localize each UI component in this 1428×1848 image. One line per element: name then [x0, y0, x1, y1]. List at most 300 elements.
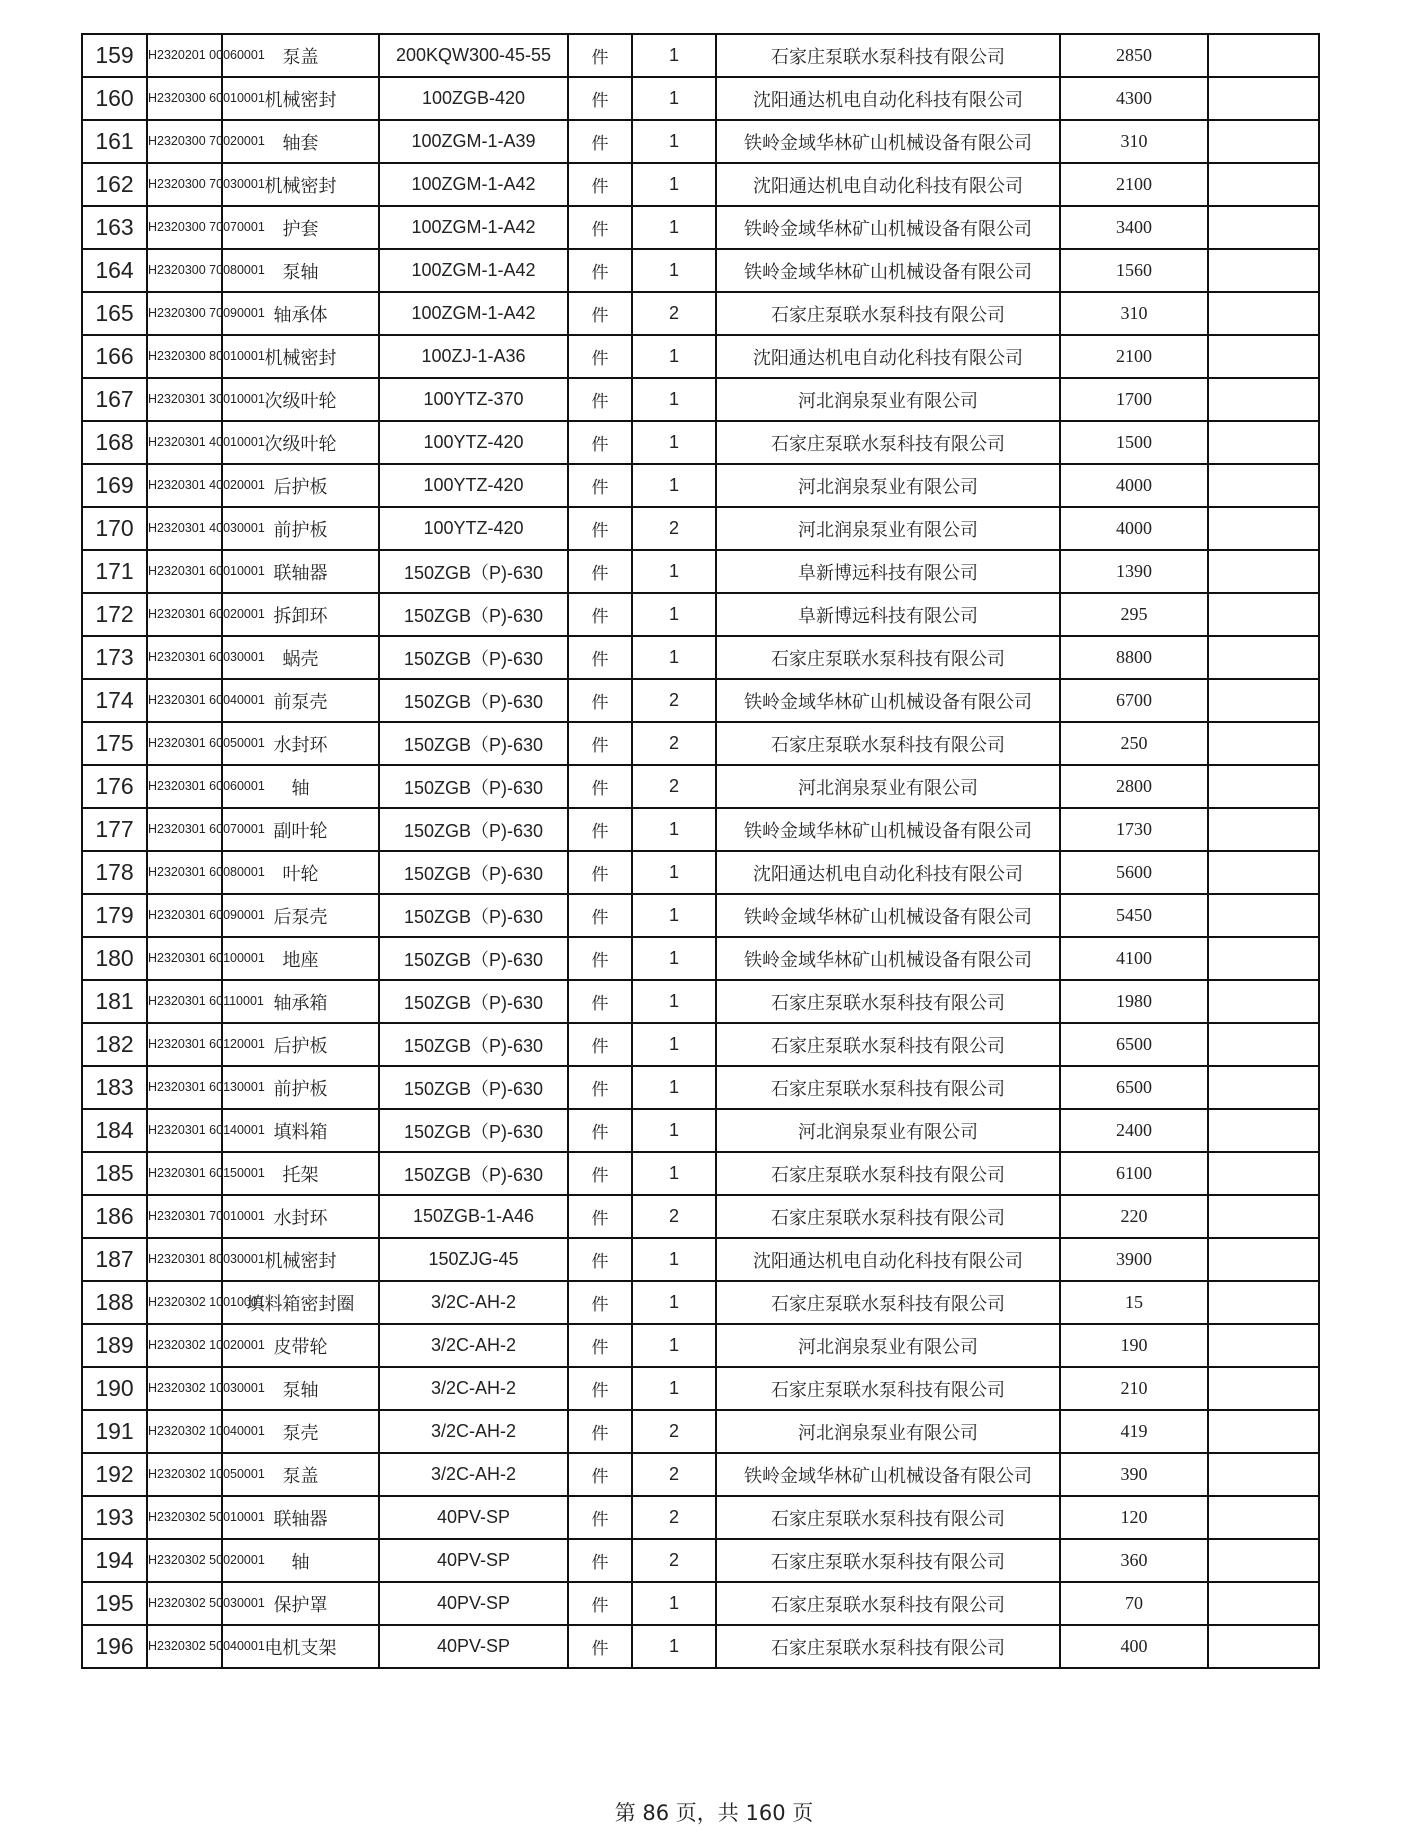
row-number-cell: 176	[82, 765, 147, 808]
supplier-name-cell: 铁岭金域华林矿山机械设备有限公司	[716, 120, 1060, 163]
material-code-cell: H2320300 60010001	[147, 77, 222, 120]
part-name-cell: 前护板	[222, 1066, 379, 1109]
remark-cell	[1208, 1109, 1319, 1152]
row-number-cell: 173	[82, 636, 147, 679]
model-spec-cell: 150ZGB（P)-630	[379, 980, 568, 1023]
price-cell: 120	[1060, 1496, 1208, 1539]
table-row	[82, 1195, 1319, 1238]
remark-cell	[1208, 1066, 1319, 1109]
unit-cell: 件	[568, 77, 632, 120]
unit-cell: 件	[568, 550, 632, 593]
price-cell: 310	[1060, 292, 1208, 335]
table-row	[82, 937, 1319, 980]
model-spec-cell: 40PV-SP	[379, 1582, 568, 1625]
table-row	[82, 593, 1319, 636]
model-spec-cell: 100ZGM-1-A39	[379, 120, 568, 163]
quantity-cell: 1	[632, 1582, 716, 1625]
remark-cell	[1208, 378, 1319, 421]
supplier-name-cell: 石家庄泵联水泵科技有限公司	[716, 1496, 1060, 1539]
table-row	[82, 1023, 1319, 1066]
price-cell: 250	[1060, 722, 1208, 765]
table-row	[82, 1539, 1319, 1582]
quantity-cell: 1	[632, 851, 716, 894]
price-cell: 390	[1060, 1453, 1208, 1496]
row-number-cell: 168	[82, 421, 147, 464]
price-cell: 310	[1060, 120, 1208, 163]
price-cell: 4300	[1060, 77, 1208, 120]
part-name-cell: 皮带轮	[222, 1324, 379, 1367]
row-number-cell: 174	[82, 679, 147, 722]
unit-cell: 件	[568, 722, 632, 765]
supplier-name-cell: 石家庄泵联水泵科技有限公司	[716, 1281, 1060, 1324]
quantity-cell: 2	[632, 722, 716, 765]
quantity-cell: 1	[632, 249, 716, 292]
part-name-cell: 机械密封	[222, 335, 379, 378]
unit-cell: 件	[568, 1625, 632, 1668]
quantity-cell: 2	[632, 1195, 716, 1238]
remark-cell	[1208, 550, 1319, 593]
unit-cell: 件	[568, 593, 632, 636]
material-code-cell: H2320300 70030001	[147, 163, 222, 206]
part-name-cell: 护套	[222, 206, 379, 249]
row-number-cell: 184	[82, 1109, 147, 1152]
part-name-cell: 拆卸环	[222, 593, 379, 636]
supplier-name-cell: 河北润泉泵业有限公司	[716, 507, 1060, 550]
table-row	[82, 421, 1319, 464]
row-number-cell: 170	[82, 507, 147, 550]
model-spec-cell: 150ZGB（P)-630	[379, 765, 568, 808]
part-name-cell: 轴	[222, 765, 379, 808]
part-name-cell: 叶轮	[222, 851, 379, 894]
part-name-cell: 机械密封	[222, 77, 379, 120]
price-cell: 1560	[1060, 249, 1208, 292]
supplier-name-cell: 阜新博远科技有限公司	[716, 593, 1060, 636]
remark-cell	[1208, 120, 1319, 163]
remark-cell	[1208, 636, 1319, 679]
material-code-cell: H2320300 70090001	[147, 292, 222, 335]
material-code-cell: H2320301 60090001	[147, 894, 222, 937]
quantity-cell: 1	[632, 593, 716, 636]
supplier-name-cell: 石家庄泵联水泵科技有限公司	[716, 636, 1060, 679]
table-row	[82, 722, 1319, 765]
remark-cell	[1208, 1367, 1319, 1410]
row-number-cell: 190	[82, 1367, 147, 1410]
table-row	[82, 378, 1319, 421]
part-name-cell: 泵轴	[222, 249, 379, 292]
unit-cell: 件	[568, 1023, 632, 1066]
part-name-cell: 前泵壳	[222, 679, 379, 722]
material-code-cell: H2320301 80030001	[147, 1238, 222, 1281]
material-code-cell: H2320301 60140001	[147, 1109, 222, 1152]
quantity-cell: 1	[632, 550, 716, 593]
part-name-cell: 泵盖	[222, 34, 379, 77]
material-code-cell: H2320302 10040001	[147, 1410, 222, 1453]
unit-cell: 件	[568, 1281, 632, 1324]
row-number-cell: 187	[82, 1238, 147, 1281]
quantity-cell: 1	[632, 1109, 716, 1152]
quantity-cell: 1	[632, 378, 716, 421]
table-row	[82, 1496, 1319, 1539]
table-row	[82, 980, 1319, 1023]
supplier-name-cell: 铁岭金域华林矿山机械设备有限公司	[716, 808, 1060, 851]
remark-cell	[1208, 249, 1319, 292]
supplier-name-cell: 石家庄泵联水泵科技有限公司	[716, 1367, 1060, 1410]
remark-cell	[1208, 765, 1319, 808]
remark-cell	[1208, 679, 1319, 722]
row-number-cell: 196	[82, 1625, 147, 1668]
table-row	[82, 77, 1319, 120]
table-row	[82, 120, 1319, 163]
row-number-cell: 171	[82, 550, 147, 593]
part-name-cell: 前护板	[222, 507, 379, 550]
part-name-cell: 联轴器	[222, 1496, 379, 1539]
quantity-cell: 1	[632, 1023, 716, 1066]
material-code-cell: H2320301 60120001	[147, 1023, 222, 1066]
part-name-cell: 填料箱	[222, 1109, 379, 1152]
supplier-name-cell: 沈阳通达机电自动化科技有限公司	[716, 77, 1060, 120]
supplier-name-cell: 石家庄泵联水泵科技有限公司	[716, 1066, 1060, 1109]
supplier-name-cell: 铁岭金域华林矿山机械设备有限公司	[716, 249, 1060, 292]
remark-cell	[1208, 1195, 1319, 1238]
model-spec-cell: 150ZGB（P)-630	[379, 722, 568, 765]
quantity-cell: 1	[632, 1367, 716, 1410]
model-spec-cell: 100ZGM-1-A42	[379, 249, 568, 292]
model-spec-cell: 100YTZ-420	[379, 464, 568, 507]
row-number-cell: 179	[82, 894, 147, 937]
table-row	[82, 851, 1319, 894]
material-code-cell: H2320301 60010001	[147, 550, 222, 593]
material-code-cell: H2320302 10050001	[147, 1453, 222, 1496]
model-spec-cell: 150ZGB（P)-630	[379, 593, 568, 636]
price-cell: 70	[1060, 1582, 1208, 1625]
table-row	[82, 636, 1319, 679]
quantity-cell: 1	[632, 636, 716, 679]
model-spec-cell: 150ZGB（P)-630	[379, 1152, 568, 1195]
unit-cell: 件	[568, 206, 632, 249]
model-spec-cell: 3/2C-AH-2	[379, 1281, 568, 1324]
material-code-cell: H2320302 50020001	[147, 1539, 222, 1582]
price-cell: 15	[1060, 1281, 1208, 1324]
price-cell: 4100	[1060, 937, 1208, 980]
part-name-cell: 泵壳	[222, 1410, 379, 1453]
quantity-cell: 1	[632, 163, 716, 206]
price-cell: 5450	[1060, 894, 1208, 937]
unit-cell: 件	[568, 1582, 632, 1625]
quantity-cell: 2	[632, 292, 716, 335]
quantity-cell: 2	[632, 1410, 716, 1453]
unit-cell: 件	[568, 249, 632, 292]
model-spec-cell: 100ZGM-1-A42	[379, 206, 568, 249]
supplier-name-cell: 河北润泉泵业有限公司	[716, 1324, 1060, 1367]
row-number-cell: 178	[82, 851, 147, 894]
row-number-cell: 172	[82, 593, 147, 636]
price-cell: 2850	[1060, 34, 1208, 77]
part-name-cell: 轴套	[222, 120, 379, 163]
model-spec-cell: 3/2C-AH-2	[379, 1410, 568, 1453]
remark-cell	[1208, 206, 1319, 249]
part-name-cell: 托架	[222, 1152, 379, 1195]
unit-cell: 件	[568, 1410, 632, 1453]
row-number-cell: 169	[82, 464, 147, 507]
table-row	[82, 292, 1319, 335]
model-spec-cell: 40PV-SP	[379, 1496, 568, 1539]
unit-cell: 件	[568, 980, 632, 1023]
part-name-cell: 轴承体	[222, 292, 379, 335]
supplier-name-cell: 沈阳通达机电自动化科技有限公司	[716, 335, 1060, 378]
model-spec-cell: 100ZGB-420	[379, 77, 568, 120]
row-number-cell: 167	[82, 378, 147, 421]
unit-cell: 件	[568, 679, 632, 722]
unit-cell: 件	[568, 378, 632, 421]
material-code-cell: H2320301 60030001	[147, 636, 222, 679]
remark-cell	[1208, 34, 1319, 77]
quantity-cell: 2	[632, 1496, 716, 1539]
supplier-name-cell: 沈阳通达机电自动化科技有限公司	[716, 1238, 1060, 1281]
price-cell: 1390	[1060, 550, 1208, 593]
part-name-cell: 轴承箱	[222, 980, 379, 1023]
quantity-cell: 1	[632, 894, 716, 937]
part-name-cell: 水封环	[222, 722, 379, 765]
material-code-cell: H2320300 70080001	[147, 249, 222, 292]
row-number-cell: 163	[82, 206, 147, 249]
supplier-name-cell: 铁岭金域华林矿山机械设备有限公司	[716, 937, 1060, 980]
supplier-name-cell: 石家庄泵联水泵科技有限公司	[716, 1539, 1060, 1582]
row-number-cell: 162	[82, 163, 147, 206]
model-spec-cell: 3/2C-AH-2	[379, 1324, 568, 1367]
material-code-cell: H2320302 10030001	[147, 1367, 222, 1410]
material-code-cell: H2320302 50010001	[147, 1496, 222, 1539]
part-name-cell: 蜗壳	[222, 636, 379, 679]
model-spec-cell: 150ZGB（P)-630	[379, 636, 568, 679]
remark-cell	[1208, 421, 1319, 464]
supplier-name-cell: 石家庄泵联水泵科技有限公司	[716, 722, 1060, 765]
unit-cell: 件	[568, 34, 632, 77]
price-cell: 6500	[1060, 1023, 1208, 1066]
unit-cell: 件	[568, 421, 632, 464]
supplier-name-cell: 沈阳通达机电自动化科技有限公司	[716, 851, 1060, 894]
unit-cell: 件	[568, 937, 632, 980]
quantity-cell: 1	[632, 980, 716, 1023]
supplier-name-cell: 河北润泉泵业有限公司	[716, 464, 1060, 507]
part-name-cell: 电机支架	[222, 1625, 379, 1668]
quantity-cell: 1	[632, 1152, 716, 1195]
supplier-name-cell: 沈阳通达机电自动化科技有限公司	[716, 163, 1060, 206]
material-code-cell: H2320301 60070001	[147, 808, 222, 851]
unit-cell: 件	[568, 1539, 632, 1582]
material-code-cell: H2320300 70070001	[147, 206, 222, 249]
remark-cell	[1208, 1625, 1319, 1668]
table-row	[82, 1324, 1319, 1367]
material-code-cell: H2320301 60060001	[147, 765, 222, 808]
table-row	[82, 1410, 1319, 1453]
material-code-cell: H2320301 60110001	[147, 980, 222, 1023]
model-spec-cell: 100YTZ-370	[379, 378, 568, 421]
unit-cell: 件	[568, 1453, 632, 1496]
part-name-cell: 后护板	[222, 1023, 379, 1066]
row-number-cell: 188	[82, 1281, 147, 1324]
unit-cell: 件	[568, 507, 632, 550]
table-row	[82, 1238, 1319, 1281]
model-spec-cell: 150ZJG-45	[379, 1238, 568, 1281]
price-cell: 6700	[1060, 679, 1208, 722]
part-name-cell: 副叶轮	[222, 808, 379, 851]
supplier-name-cell: 石家庄泵联水泵科技有限公司	[716, 1195, 1060, 1238]
unit-cell: 件	[568, 163, 632, 206]
price-cell: 3400	[1060, 206, 1208, 249]
quantity-cell: 2	[632, 1539, 716, 1582]
price-cell: 1500	[1060, 421, 1208, 464]
remark-cell	[1208, 507, 1319, 550]
row-number-cell: 165	[82, 292, 147, 335]
remark-cell	[1208, 851, 1319, 894]
unit-cell: 件	[568, 292, 632, 335]
material-code-cell: H2320302 50030001	[147, 1582, 222, 1625]
supplier-name-cell: 石家庄泵联水泵科技有限公司	[716, 292, 1060, 335]
remark-cell	[1208, 77, 1319, 120]
unit-cell: 件	[568, 1496, 632, 1539]
unit-cell: 件	[568, 120, 632, 163]
quantity-cell: 2	[632, 765, 716, 808]
part-name-cell: 保护罩	[222, 1582, 379, 1625]
material-code-cell: H2320301 70010001	[147, 1195, 222, 1238]
table-row	[82, 1625, 1319, 1668]
material-code-cell: H2320302 50040001	[147, 1625, 222, 1668]
supplier-name-cell: 石家庄泵联水泵科技有限公司	[716, 980, 1060, 1023]
quantity-cell: 1	[632, 335, 716, 378]
material-code-cell: H2320301 30010001	[147, 378, 222, 421]
quantity-cell: 1	[632, 1324, 716, 1367]
quantity-cell: 1	[632, 120, 716, 163]
part-name-cell: 填料箱密封圈	[222, 1281, 379, 1324]
quantity-cell: 1	[632, 808, 716, 851]
part-name-cell: 水封环	[222, 1195, 379, 1238]
price-cell: 2400	[1060, 1109, 1208, 1152]
unit-cell: 件	[568, 894, 632, 937]
model-spec-cell: 100ZGM-1-A42	[379, 292, 568, 335]
remark-cell	[1208, 808, 1319, 851]
supplier-name-cell: 铁岭金域华林矿山机械设备有限公司	[716, 206, 1060, 249]
row-number-cell: 161	[82, 120, 147, 163]
model-spec-cell: 3/2C-AH-2	[379, 1453, 568, 1496]
price-cell: 2800	[1060, 765, 1208, 808]
material-code-cell: H2320302 10020001	[147, 1324, 222, 1367]
unit-cell: 件	[568, 851, 632, 894]
row-number-cell: 180	[82, 937, 147, 980]
model-spec-cell: 40PV-SP	[379, 1539, 568, 1582]
table-row	[82, 1367, 1319, 1410]
remark-cell	[1208, 1152, 1319, 1195]
unit-cell: 件	[568, 765, 632, 808]
price-cell: 6500	[1060, 1066, 1208, 1109]
model-spec-cell: 150ZGB（P)-630	[379, 679, 568, 722]
remark-cell	[1208, 722, 1319, 765]
material-code-cell: H2320301 60040001	[147, 679, 222, 722]
price-cell: 2100	[1060, 335, 1208, 378]
price-cell: 2100	[1060, 163, 1208, 206]
price-cell: 220	[1060, 1195, 1208, 1238]
model-spec-cell: 100ZJ-1-A36	[379, 335, 568, 378]
remark-cell	[1208, 894, 1319, 937]
quantity-cell: 1	[632, 206, 716, 249]
table-row	[82, 34, 1319, 77]
table-row	[82, 335, 1319, 378]
model-spec-cell: 150ZGB（P)-630	[379, 937, 568, 980]
row-number-cell: 192	[82, 1453, 147, 1496]
price-cell: 400	[1060, 1625, 1208, 1668]
material-code-cell: H2320302 10010001	[147, 1281, 222, 1324]
supplier-name-cell: 石家庄泵联水泵科技有限公司	[716, 1582, 1060, 1625]
model-spec-cell: 100YTZ-420	[379, 507, 568, 550]
table-row	[82, 1281, 1319, 1324]
quantity-cell: 1	[632, 34, 716, 77]
material-code-cell: H2320301 60100001	[147, 937, 222, 980]
quantity-cell: 2	[632, 1453, 716, 1496]
supplier-name-cell: 石家庄泵联水泵科技有限公司	[716, 1625, 1060, 1668]
model-spec-cell: 150ZGB（P)-630	[379, 1023, 568, 1066]
row-number-cell: 193	[82, 1496, 147, 1539]
row-number-cell: 160	[82, 77, 147, 120]
price-cell: 419	[1060, 1410, 1208, 1453]
row-number-cell: 177	[82, 808, 147, 851]
price-cell: 6100	[1060, 1152, 1208, 1195]
model-spec-cell: 150ZGB（P)-630	[379, 808, 568, 851]
unit-cell: 件	[568, 1324, 632, 1367]
model-spec-cell: 200KQW300-45-55	[379, 34, 568, 77]
unit-cell: 件	[568, 1238, 632, 1281]
price-cell: 360	[1060, 1539, 1208, 1582]
material-code-cell: H2320301 60080001	[147, 851, 222, 894]
remark-cell	[1208, 937, 1319, 980]
remark-cell	[1208, 1410, 1319, 1453]
part-name-cell: 次级叶轮	[222, 378, 379, 421]
model-spec-cell: 150ZGB（P)-630	[379, 1066, 568, 1109]
unit-cell: 件	[568, 808, 632, 851]
model-spec-cell: 3/2C-AH-2	[379, 1367, 568, 1410]
model-spec-cell: 150ZGB（P)-630	[379, 851, 568, 894]
unit-cell: 件	[568, 1109, 632, 1152]
unit-cell: 件	[568, 1195, 632, 1238]
remark-cell	[1208, 335, 1319, 378]
unit-cell: 件	[568, 1152, 632, 1195]
supplier-name-cell: 河北润泉泵业有限公司	[716, 1410, 1060, 1453]
model-spec-cell: 150ZGB（P)-630	[379, 550, 568, 593]
material-code-cell: H2320300 70020001	[147, 120, 222, 163]
row-number-cell: 195	[82, 1582, 147, 1625]
remark-cell	[1208, 980, 1319, 1023]
row-number-cell: 186	[82, 1195, 147, 1238]
material-code-cell: H2320301 40010001	[147, 421, 222, 464]
quantity-cell: 1	[632, 1066, 716, 1109]
unit-cell: 件	[568, 1367, 632, 1410]
table-row	[82, 894, 1319, 937]
part-name-cell: 联轴器	[222, 550, 379, 593]
quantity-cell: 2	[632, 507, 716, 550]
part-name-cell: 次级叶轮	[222, 421, 379, 464]
table-row	[82, 206, 1319, 249]
table-row	[82, 464, 1319, 507]
remark-cell	[1208, 464, 1319, 507]
unit-cell: 件	[568, 335, 632, 378]
material-code-cell: H2320301 60150001	[147, 1152, 222, 1195]
material-code-cell: H2320301 40030001	[147, 507, 222, 550]
material-code-cell: H2320300 80010001	[147, 335, 222, 378]
table-row	[82, 765, 1319, 808]
table-row	[82, 1453, 1319, 1496]
remark-cell	[1208, 1238, 1319, 1281]
material-code-cell: H2320301 60050001	[147, 722, 222, 765]
row-number-cell: 166	[82, 335, 147, 378]
quantity-cell: 1	[632, 1625, 716, 1668]
